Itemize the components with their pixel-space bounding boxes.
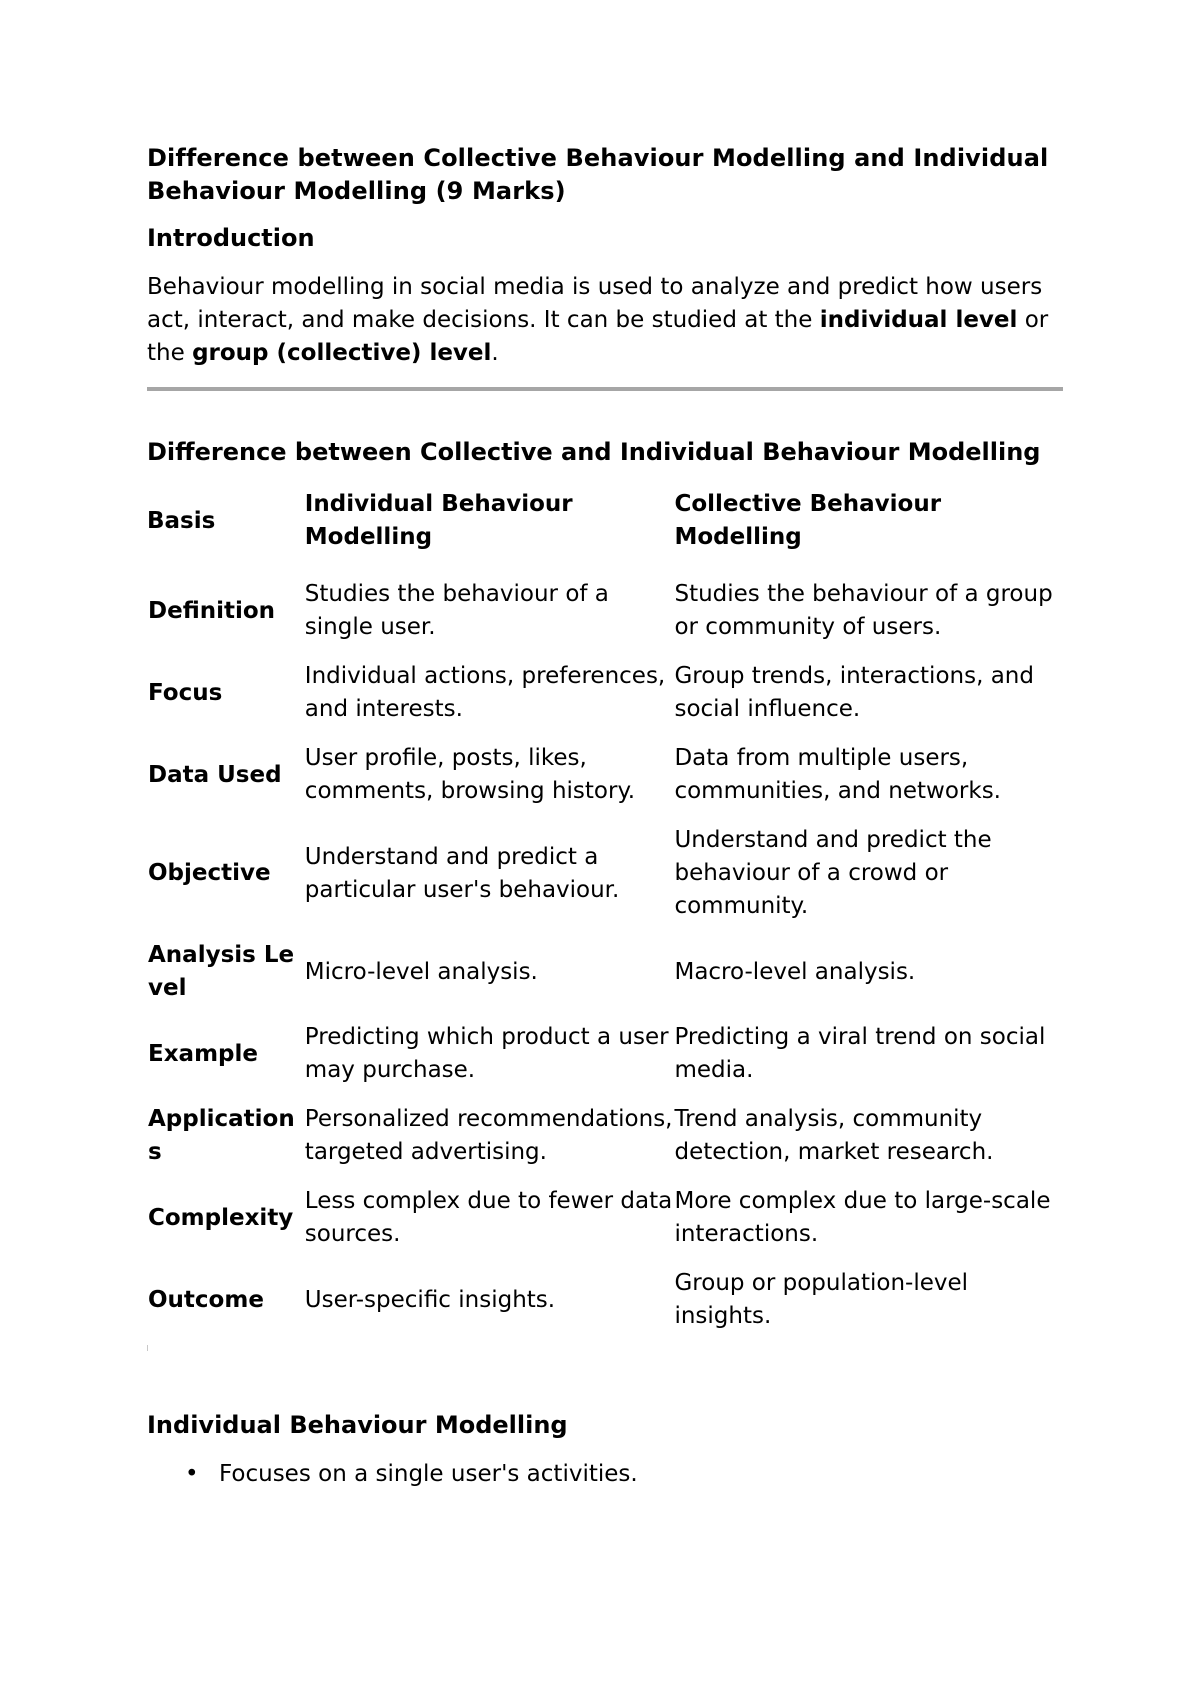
intro-text-2: or the bbox=[147, 307, 1049, 366]
table-cell-collective: Macro-level analysis. bbox=[674, 958, 916, 985]
table-cell-basis: Objective bbox=[148, 860, 271, 886]
table-row bbox=[147, 652, 1063, 734]
table-row bbox=[147, 1259, 1063, 1341]
table-cell-basis: Focus bbox=[148, 679, 223, 706]
introduction-heading: Introduction bbox=[147, 224, 315, 252]
table-end-marker bbox=[147, 1345, 148, 1351]
table-row bbox=[147, 1013, 1063, 1095]
list-item-text: Focuses on a single user's activities. bbox=[219, 1461, 638, 1487]
bullet-icon: • bbox=[185, 1461, 199, 1487]
column-header-collective: Collective Behaviour Modelling bbox=[674, 491, 942, 550]
table-cell-collective: More complex due to large-scale interactions. bbox=[674, 1188, 1051, 1247]
document-title: Difference between Collective Behaviour Modelling and Individual Behaviour Modelling (9 Marks) bbox=[147, 144, 1049, 205]
table-cell-individual: Individual actions, preferences, and interests. bbox=[304, 663, 666, 722]
table-row bbox=[147, 931, 1063, 1013]
horizontal-divider bbox=[147, 387, 1063, 391]
table-cell-individual: Studies the behaviour of a single user. bbox=[304, 581, 609, 640]
table-cell-individual: Micro-level analysis. bbox=[304, 958, 538, 985]
intro-text-3: . bbox=[491, 340, 499, 366]
table-cell-collective: Group or population-level insights. bbox=[674, 1270, 969, 1329]
table-row bbox=[147, 734, 1063, 816]
table-cell-basis: Data Used bbox=[148, 761, 282, 788]
table-cell-basis: Complexity bbox=[148, 1204, 294, 1231]
table-cell-collective: Group trends, interactions, and social influence. bbox=[674, 663, 1034, 722]
table-cell-individual: Predicting which product a user may purchase. bbox=[304, 1024, 669, 1083]
column-header-individual: Individual Behaviour Modelling bbox=[304, 491, 573, 550]
introduction-paragraph bbox=[147, 271, 1063, 370]
table-row bbox=[147, 1177, 1063, 1259]
table-cell-basis: Definition bbox=[148, 597, 276, 624]
table-cell-collective: Trend analysis, community detection, market research. bbox=[674, 1106, 994, 1165]
table-cell-collective: Studies the behaviour of a group or community of users. bbox=[674, 581, 1053, 640]
table-cell-individual: Less complex due to fewer data sources. bbox=[304, 1188, 673, 1247]
table-cell-collective: Data from multiple users, communities, and networks. bbox=[674, 745, 1001, 804]
intro-bold-group-level: group (collective) level bbox=[192, 340, 492, 366]
document-page bbox=[147, 142, 1063, 1491]
table-cell-individual: Understand and predict a particular user's behaviour. bbox=[304, 843, 620, 903]
table-cell-individual: User-specific insights. bbox=[304, 1286, 556, 1313]
comparison-heading: Difference between Collective and Individual Behaviour Modelling bbox=[147, 438, 1041, 466]
intro-bold-individual-level: individual level bbox=[819, 307, 1018, 333]
table-row bbox=[147, 816, 1063, 931]
spacer bbox=[147, 1341, 1063, 1351]
table-cell-basis: Analysis Level bbox=[148, 942, 295, 1001]
list-item bbox=[147, 1458, 1063, 1491]
table-row bbox=[147, 1095, 1063, 1177]
table-cell-individual: Personalized recommendations, targeted advertising. bbox=[304, 1106, 673, 1165]
individual-section-heading: Individual Behaviour Modelling bbox=[147, 1411, 568, 1439]
table-cell-individual: User profile, posts, likes, comments, browsing history. bbox=[304, 745, 636, 804]
comparison-table bbox=[147, 488, 1063, 1341]
table-header-row bbox=[147, 488, 1063, 570]
table-cell-collective: Understand and predict the behaviour of a crowd or community. bbox=[674, 827, 992, 919]
column-header-basis: Basis bbox=[147, 507, 216, 534]
table-cell-collective: Predicting a viral trend on social media. bbox=[674, 1024, 1046, 1083]
individual-bullet-list bbox=[147, 1458, 1063, 1491]
table-cell-basis: Outcome bbox=[148, 1286, 264, 1313]
table-cell-basis: Example bbox=[148, 1040, 258, 1067]
table-row bbox=[147, 570, 1063, 652]
table-cell-basis: Applications bbox=[148, 1106, 295, 1165]
intro-text-1: Behaviour modelling in social media is used to analyze and predict how users act, interact, and make decisions. It can be studied at the bbox=[147, 274, 1043, 333]
